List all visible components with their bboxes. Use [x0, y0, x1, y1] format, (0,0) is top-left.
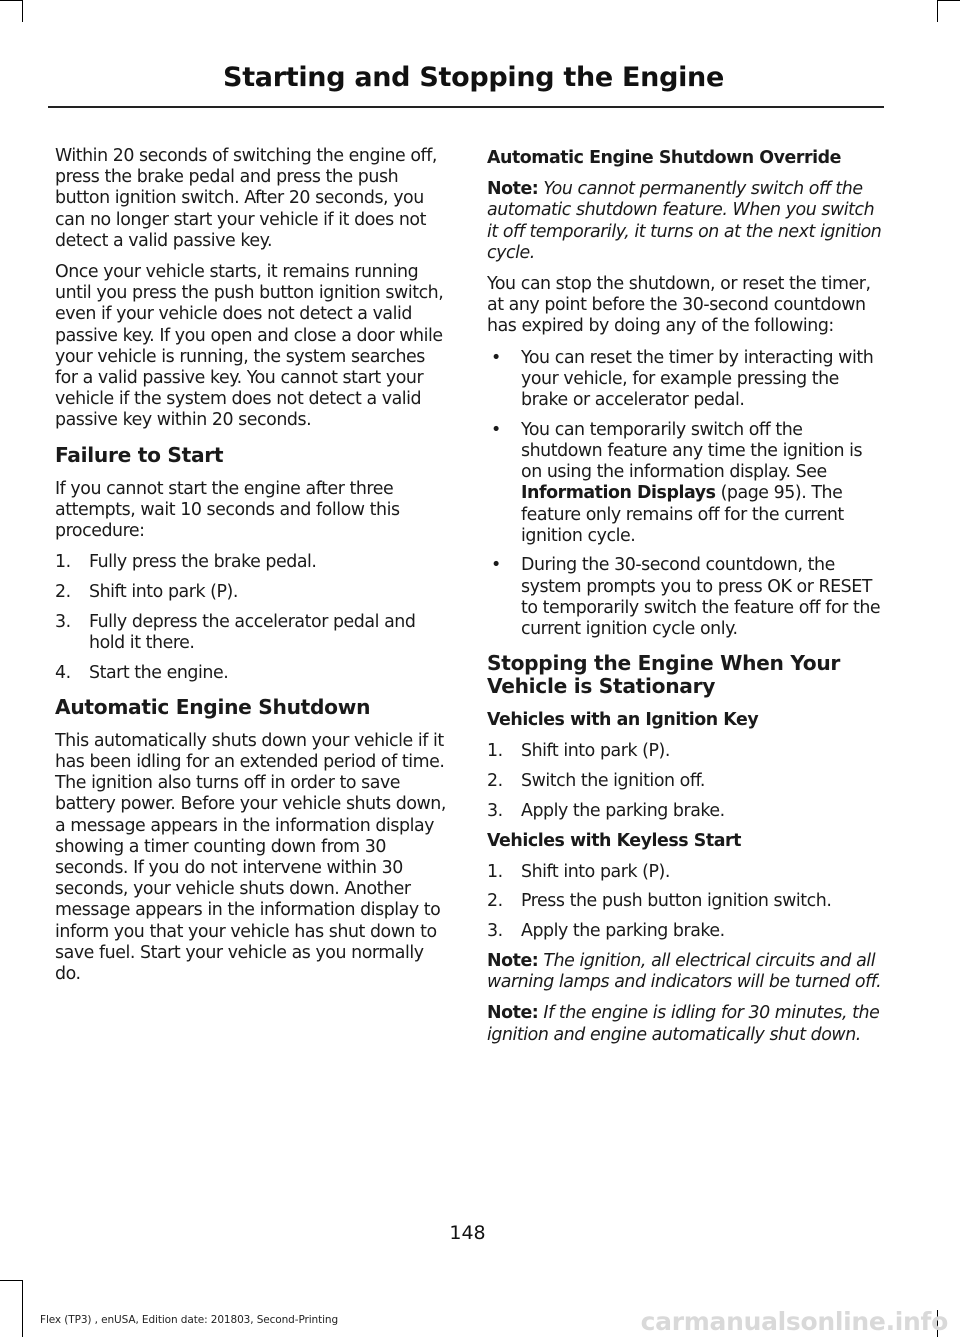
bullet-text: (page 95). The feature only remains off for the current ignition cycle. — [521, 483, 844, 546]
bullet-mark: • — [491, 555, 501, 576]
page-title: Starting and Stopping the Engine — [223, 62, 724, 93]
note — [487, 951, 882, 993]
page-number: 148 — [449, 1222, 486, 1244]
step-text: Apply the parking brake. — [521, 921, 725, 942]
failure-steps-list — [55, 552, 450, 684]
step-number: 3. — [487, 800, 503, 821]
list-item — [487, 862, 882, 883]
section-heading-stopping-engine: Stopping the Engine When Your Vehicle is Stationary — [487, 651, 841, 699]
note-label: Note: — [487, 179, 539, 200]
list-item — [487, 420, 882, 547]
step-text: Fully press the brake pedal. — [89, 552, 317, 573]
note — [487, 179, 882, 264]
step-text: Press the push button ignition switch. — [521, 891, 832, 912]
override-bullets-list — [487, 348, 882, 641]
subsection-heading-override: Automatic Engine Shutdown Override — [487, 148, 841, 168]
note — [487, 1003, 882, 1045]
watermark: carmanualsonline.info — [640, 1307, 948, 1336]
list-item — [487, 555, 882, 640]
step-text: Start the engine. — [89, 662, 229, 683]
note-text: If the engine is idling for 30 minutes, the ignition and engine automatically shut down. — [487, 1003, 880, 1045]
list-item — [55, 612, 450, 654]
section-heading-automatic-shutdown: Automatic Engine Shutdown — [55, 694, 371, 719]
list-item — [487, 741, 882, 762]
left-column — [55, 146, 450, 995]
crop-mark — [0, 1280, 22, 1281]
step-text: Switch the ignition off. — [521, 771, 706, 792]
paragraph: This automatically shuts down your vehicle if it has been idling for an extended period of time. The ignition also turns off in order to save battery power. Before your vehicle shuts down, a message appears in the information display showing a timer counting down from 30 seconds. If you do not intervene within 30 seconds, your vehicle shuts down. Another message appears in the information display to inform you that your vehicle has shut down to save fuel. Start your vehicle as you normally do. — [55, 730, 446, 984]
list-item — [487, 348, 882, 412]
bullet-text: You can reset the timer by interacting with your vehicle, for example pressing the brake or accelerator pedal. — [521, 347, 874, 411]
step-number: 4. — [55, 662, 71, 683]
crop-mark — [937, 0, 938, 22]
ignition-key-steps-list — [487, 741, 882, 822]
bullet-text: You can temporarily switch off the shutdown feature any time the ignition is on using the information display. See — [521, 419, 863, 483]
crop-mark — [22, 0, 23, 22]
step-number: 3. — [487, 921, 503, 942]
step-text: Shift into park (P). — [89, 581, 238, 602]
step-text: Shift into park (P). — [521, 741, 670, 762]
section-heading-failure-to-start: Failure to Start — [55, 442, 224, 467]
note-text: The ignition, all electrical circuits and all warning lamps and indicators will be turned off. — [487, 950, 882, 993]
paragraph: If you cannot start the engine after three attempts, wait 10 seconds and follow this procedure: — [55, 478, 400, 542]
step-number: 1. — [487, 861, 503, 882]
keyless-steps-list — [487, 862, 882, 943]
bullet-mark: • — [491, 347, 501, 368]
list-item — [487, 891, 882, 912]
step-number: 3. — [55, 611, 71, 632]
step-text: Fully depress the accelerator pedal and hold it there. — [89, 611, 416, 653]
list-item — [487, 771, 882, 792]
subsection-heading-ignition-key: Vehicles with an Ignition Key — [487, 710, 759, 731]
list-item — [55, 582, 450, 603]
list-item — [55, 552, 450, 573]
step-text: Apply the parking brake. — [521, 800, 725, 821]
header-divider — [48, 106, 884, 108]
step-number: 1. — [487, 741, 503, 762]
crop-mark — [938, 0, 960, 1]
crop-mark — [0, 0, 22, 1]
right-column — [487, 146, 882, 1056]
cross-reference-link[interactable]: Information Displays — [521, 483, 716, 504]
note-label: Note: — [487, 1003, 539, 1024]
step-number: 2. — [487, 891, 503, 912]
step-number: 2. — [55, 581, 71, 602]
step-number: 2. — [487, 771, 503, 792]
paragraph: Within 20 seconds of switching the engine off, press the brake pedal and press the push button ignition switch. After 20 seconds, you can no longer start your vehicle if it does not detect a valid passive key. — [55, 146, 437, 251]
list-item — [487, 801, 882, 822]
step-number: 1. — [55, 552, 71, 573]
bullet-mark: • — [491, 419, 501, 440]
list-item — [487, 921, 882, 942]
note-text: You cannot permanently switch off the automatic shutdown feature. When you switch it off temporarily, it turns on at the next ignition cycle. — [487, 179, 882, 263]
list-item — [55, 663, 450, 684]
paragraph: You can stop the shutdown, or reset the timer, at any point before the 30-second countdown has expired by doing any of the following: — [487, 274, 871, 337]
paragraph: Once your vehicle starts, it remains running until you press the push button ignition switch, even if your vehicle does not detect a valid passive key. If you open and close a door while your vehicle is running, the system searches for a valid passive key. You cannot start your vehicle if the system does not detect a valid passive key within 20 seconds. — [55, 262, 444, 431]
bullet-text: During the 30-second countdown, the system prompts you to press OK or RESET to temporarily switch the feature off for the current ignition cycle only. — [521, 555, 881, 640]
edition-footer: Flex (TP3) , enUSA, Edition date: 201803, Second-Printing — [40, 1314, 339, 1326]
subsection-heading-keyless-start: Vehicles with Keyless Start — [487, 830, 742, 851]
crop-mark — [22, 1280, 23, 1337]
note-label: Note: — [487, 950, 539, 971]
step-text: Shift into park (P). — [521, 861, 670, 882]
